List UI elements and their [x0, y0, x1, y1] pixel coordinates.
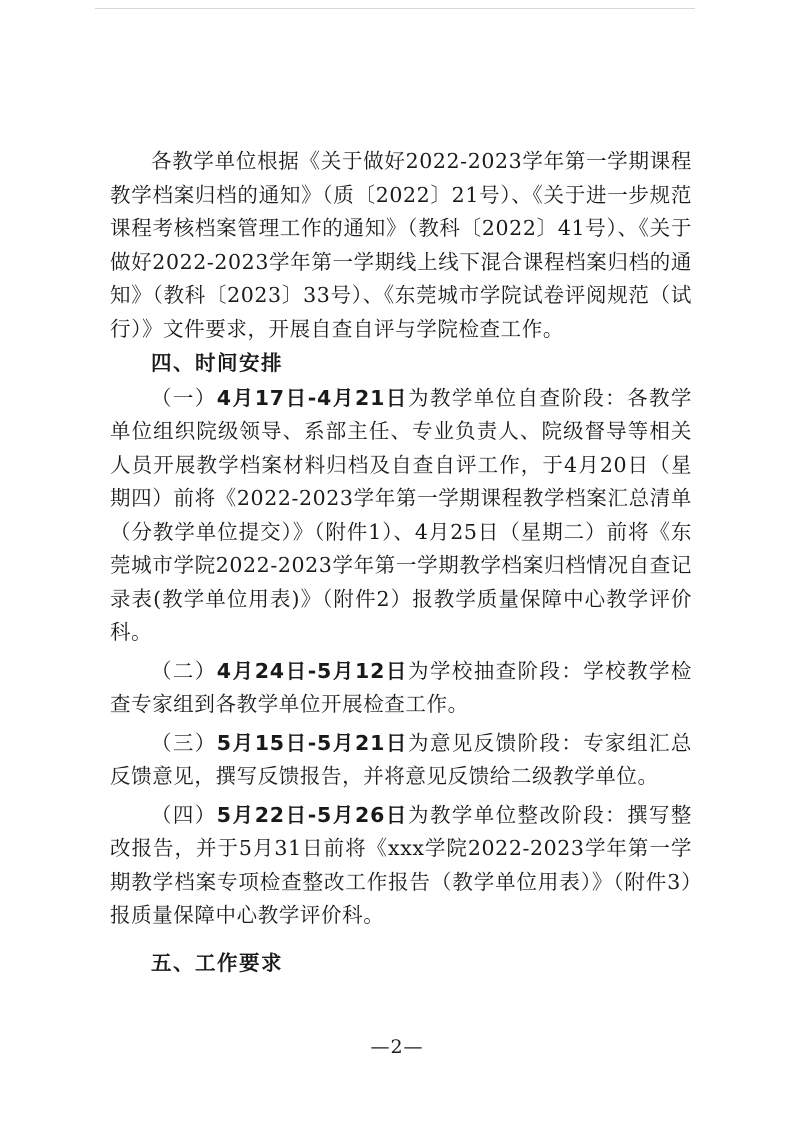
period-1-text: 为教学单位自查阶段：各教学单位组织院级领导、系部主任、专业负责人、院级督导等相关人员开展教学档案材料归档及自查自评工作，于4月20日（星期四）前将《2022-2023学年第一学期课程教学档案汇总清单（分教学单位提交）》（附件1）、4月25日（星期二）前将《东莞城市学院2022-2023学年第一学期教学档案归档情况自查记录表(教学单位用表)》（附件2）报教学质量保障中心教学评价科。 [110, 385, 692, 644]
period-3-index: （三） [151, 730, 217, 755]
section-4-heading: 四、时间安排 [151, 351, 283, 375]
period-4-index: （四） [151, 802, 217, 827]
period-2-text: 为学校抽查阶段：学校教学检查专家组到各教学单位开展检查工作。 [110, 658, 692, 716]
period-2-index: （二） [151, 658, 217, 683]
period-3-date: 5月15日-5月21日 [216, 730, 409, 755]
period-1-paragraph [110, 382, 692, 650]
period-4-text: 为教学单位整改阶段：撰写整改报告，并于5月31日前将《xxx学院2022-2023学年第一学期教学档案专项检查整改工作报告（教学单位用表）》（附件3）报质量保障中心教学评价科。 [110, 802, 692, 927]
intro-paragraph: 各教学单位根据《关于做好2022-2023学年第一学期课程教学档案归档的通知》（质〔2022〕21号）、《关于进一步规范课程考核档案管理工作的通知》（教科〔2022〕41号）、《关于做好2022-2023学年第一学期线上线下混合课程档案归档的通知》（教科〔2023〕33号）、《东莞城市学院试卷评阅规范（试行）》文件要求，开展自查自评与学院检查工作。 [110, 149, 692, 341]
period-3-text: 为意见反馈阶段：专家组汇总反馈意见，撰写反馈报告，并将意见反馈给二级教学单位。 [110, 730, 692, 788]
period-1-index: （一） [151, 385, 217, 410]
period-1-date: 4月17日-4月21日 [216, 385, 409, 410]
period-2-paragraph [110, 655, 692, 722]
period-2-date: 4月24日-5月12日 [216, 658, 409, 683]
section-5-heading: 五、工作要求 [151, 950, 283, 975]
document-body [110, 145, 692, 980]
top-border-line [95, 8, 695, 9]
period-4-paragraph [110, 799, 692, 933]
page-number: —2— [370, 1036, 424, 1058]
period-3-paragraph [110, 727, 692, 794]
period-4-date: 5月22日-5月26日 [216, 802, 409, 827]
